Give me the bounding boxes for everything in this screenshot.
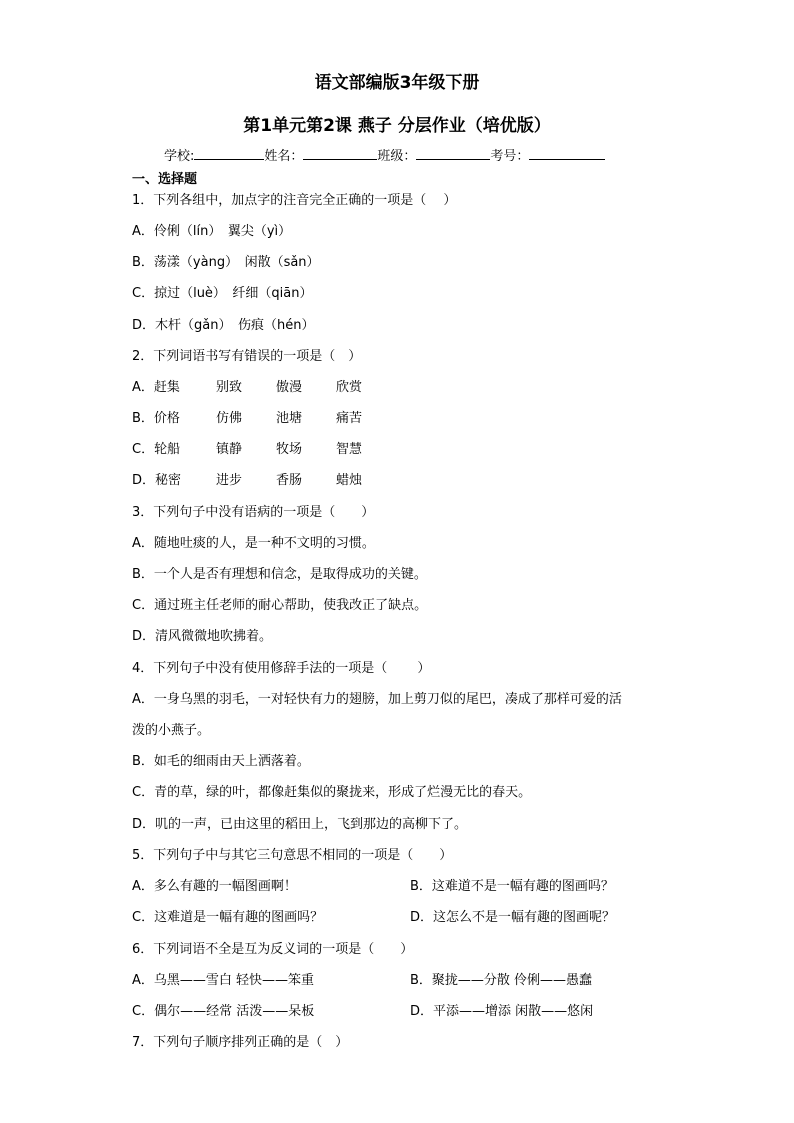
- name-label: 姓名：: [264, 149, 304, 164]
- student-info-row: [164, 145, 605, 164]
- q7-stem: 7．下列句子顺序排列正确的是（ ）: [132, 1035, 349, 1050]
- q6-option-b: B．聚拢——分散 伶俐——愚蠢: [410, 973, 593, 988]
- number-label: 考号：: [490, 149, 530, 164]
- q2-a-word2: 别致: [216, 380, 243, 395]
- q6-option-a: A．乌黑——雪白 轻快——笨重: [132, 973, 315, 988]
- q3-option-a: A．随地吐痰的人，是一种不文明的习惯。: [132, 536, 375, 551]
- q1-option-d: D．木杆（gǎn） 伤痕（hén）: [132, 318, 315, 333]
- q3-option-d: D．清风微微地吹拂着。: [132, 629, 273, 644]
- q5-option-a: A．多么有趣的一幅图画啊！: [132, 879, 297, 894]
- q5-option-b: B．这难道不是一幅有趣的图画吗？: [410, 879, 614, 894]
- page-title: 语文部编版3年级下册: [314, 73, 480, 93]
- q2-c-word3: 牧场: [276, 442, 303, 457]
- q4-option-c: C．青的草，绿的叶，都像赶集似的聚拢来，形成了烂漫无比的春天。: [132, 785, 532, 800]
- school-blank[interactable]: [194, 147, 264, 160]
- q3-option-b: B．一个人是否有理想和信念，是取得成功的关键。: [132, 567, 427, 582]
- q2-d-word4: 蜡烛: [336, 473, 363, 488]
- q2-option-c: [132, 442, 396, 458]
- q2-c-word4: 智慧: [336, 442, 363, 457]
- q5-option-d: D．这怎么不是一幅有趣的图画呢？: [410, 910, 616, 925]
- q2-option-a: [132, 380, 396, 396]
- q1-option-a: A．伶俐（lín） 翼尖（yì）: [132, 224, 292, 239]
- q5-option-c: C．这难道是一幅有趣的图画吗？: [132, 910, 324, 925]
- school-label: 学校:: [164, 149, 195, 164]
- class-label: 班级：: [377, 149, 417, 164]
- q4-option-a-line1: A．一身乌黑的羽毛，一对轻快有力的翅膀，加上剪刀似的尾巴，凑成了那样可爱的活: [132, 692, 622, 707]
- section-heading: 一、选择题: [132, 172, 198, 187]
- q1-option-b: B．荡漾（yàng） 闲散（sǎn）: [132, 255, 320, 270]
- q2-a-word3: 傲漫: [276, 380, 303, 395]
- q3-stem: 3．下列句子中没有语病的一项是（ ）: [132, 505, 375, 520]
- q2-b-word1: B．价格: [132, 411, 180, 426]
- q2-d-word1: D．秘密: [132, 473, 182, 488]
- class-blank[interactable]: [416, 147, 490, 160]
- q2-stem: 2．下列词语书写有错误的一项是（ ）: [132, 349, 362, 364]
- q4-option-b: B．如毛的细雨由天上洒落着。: [132, 754, 310, 769]
- q2-d-word2: 进步: [216, 473, 243, 488]
- q2-c-word1: C．轮船: [132, 442, 181, 457]
- q2-a-word4: 欣赏: [336, 380, 363, 395]
- q2-option-d: [132, 473, 396, 489]
- q5-stem: 5．下列句子中与其它三句意思不相同的一项是（ ）: [132, 848, 453, 863]
- q6-option-d: D．平添——增添 闲散——悠闲: [410, 1004, 594, 1019]
- q6-option-c: C．偶尔——经常 活泼——呆板: [132, 1004, 315, 1019]
- q4-option-d: D．叽的一声，已由这里的稻田上，飞到那边的高柳下了。: [132, 817, 468, 832]
- page-subtitle: 第1单元第2课 燕子 分层作业（培优版）: [243, 116, 551, 136]
- q4-option-a-line2: 泼的小燕子。: [132, 723, 211, 738]
- q2-d-word3: 香肠: [276, 473, 303, 488]
- q2-c-word2: 镇静: [216, 442, 243, 457]
- q2-b-word3: 池塘: [276, 411, 303, 426]
- q2-b-word2: 仿佛: [216, 411, 243, 426]
- q3-option-c: C．通过班主任老师的耐心帮助，使我改正了缺点。: [132, 598, 428, 613]
- number-blank[interactable]: [529, 147, 605, 160]
- q2-a-word1: A．赶集: [132, 380, 180, 395]
- q1-stem: 1．下列各组中，加点字的注音完全正确的一项是（ ）: [132, 193, 457, 208]
- q4-stem: 4．下列句子中没有使用修辞手法的一项是（ ）: [132, 661, 431, 676]
- q2-b-word4: 痛苦: [336, 411, 363, 426]
- q6-stem: 6．下列词语不全是互为反义词的一项是（ ）: [132, 942, 414, 957]
- q1-option-c: C．掠过（luè） 纤细（qiān）: [132, 286, 313, 301]
- name-blank[interactable]: [303, 147, 377, 160]
- q2-option-b: [132, 411, 396, 427]
